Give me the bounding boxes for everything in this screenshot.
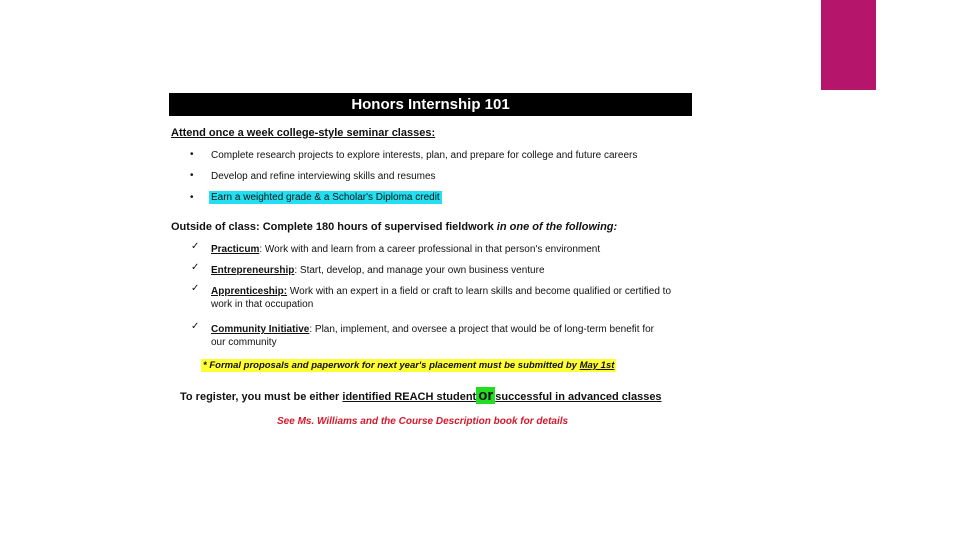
option-entrepreneurship bbox=[211, 264, 681, 277]
option-term: Apprenticeship: bbox=[211, 286, 288, 297]
registration-requirement bbox=[180, 387, 662, 404]
accent-bar bbox=[821, 0, 876, 90]
option-desc: : Start, develop, and manage your own business venture bbox=[294, 265, 545, 276]
option-apprenticeship bbox=[211, 285, 679, 311]
option-term: Community Initiative bbox=[211, 324, 310, 335]
option-term: Entrepreneurship bbox=[211, 265, 295, 276]
option-desc: : Plan, implement, and oversee a project that would be of long-term benefit for our community bbox=[211, 324, 654, 348]
bullet-dot: • bbox=[190, 192, 194, 203]
register-option-reach: identified REACH student bbox=[342, 391, 477, 403]
deadline-notice bbox=[201, 359, 616, 372]
check-icon: ✓ bbox=[191, 321, 200, 332]
notice-text: * Formal proposals and paperwork for next year's placement must be submitted by bbox=[203, 360, 580, 371]
option-term: Practicum bbox=[211, 244, 260, 255]
list-item-highlighted: Earn a weighted grade & a Scholar's Diploma credit bbox=[211, 192, 440, 203]
option-community-initiative bbox=[211, 323, 666, 349]
list-item: Develop and refine interviewing skills and resumes bbox=[211, 171, 436, 182]
document bbox=[169, 93, 692, 427]
seminar-heading: Attend once a week college-style seminar classes: bbox=[171, 127, 436, 139]
register-or: or bbox=[478, 387, 494, 404]
fieldwork-heading-main: Outside of class: Complete 180 hours of supervised fieldwork bbox=[171, 221, 494, 233]
check-icon: ✓ bbox=[191, 283, 200, 294]
check-icon: ✓ bbox=[191, 262, 200, 273]
notice-date: May 1st bbox=[579, 360, 615, 371]
register-option-advanced: successful in advanced classes bbox=[495, 391, 662, 403]
option-desc: Work with an expert in a field or craft to learn skills and become qualified or certified to work in that occupation bbox=[211, 286, 672, 310]
bullet-dot: • bbox=[190, 149, 194, 160]
check-icon: ✓ bbox=[191, 241, 200, 252]
option-practicum bbox=[211, 243, 681, 256]
bullet-dot: • bbox=[190, 170, 194, 181]
list-item: Complete research projects to explore interests, plan, and prepare for college and future careers bbox=[211, 150, 638, 161]
option-desc: : Work with and learn from a career professional in that person's environment bbox=[259, 244, 601, 255]
page-title: Honors Internship 101 bbox=[169, 93, 692, 116]
fieldwork-heading bbox=[171, 221, 617, 233]
fieldwork-heading-tail: in one of the following: bbox=[493, 221, 618, 233]
register-prefix: To register, you must be either bbox=[180, 391, 343, 403]
see-note: See Ms. Williams and the Course Description book for details bbox=[277, 416, 569, 427]
